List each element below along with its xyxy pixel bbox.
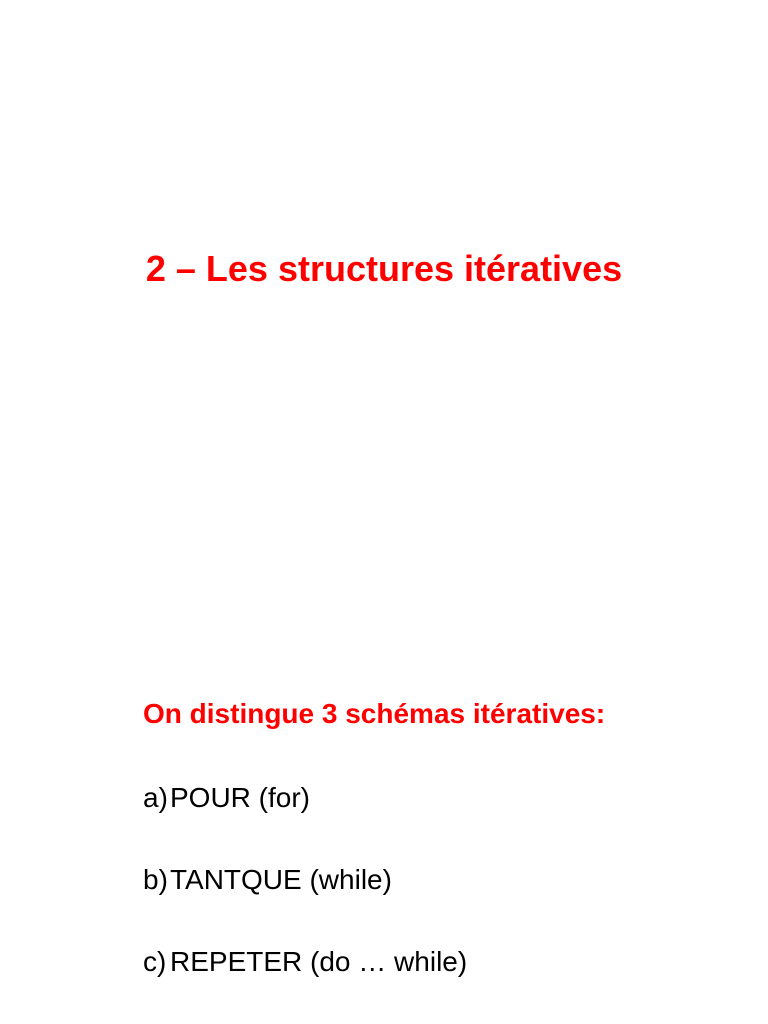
list-item-text: POUR (for) [170, 782, 310, 813]
list-marker: a) [143, 782, 168, 813]
list-marker: b) [143, 864, 168, 895]
list-marker: c) [143, 946, 167, 977]
list-item-text: TANTQUE (while) [170, 864, 392, 895]
intro-text: On distingue 3 schémas itératives: [143, 698, 606, 729]
list-item-text: REPETER (do … while) [170, 946, 468, 977]
list-item-tantque [143, 860, 392, 900]
list-item-pour [143, 778, 310, 818]
list-item-repeter [143, 942, 467, 982]
slide-title: 2 – Les structures itératives [145, 248, 623, 289]
